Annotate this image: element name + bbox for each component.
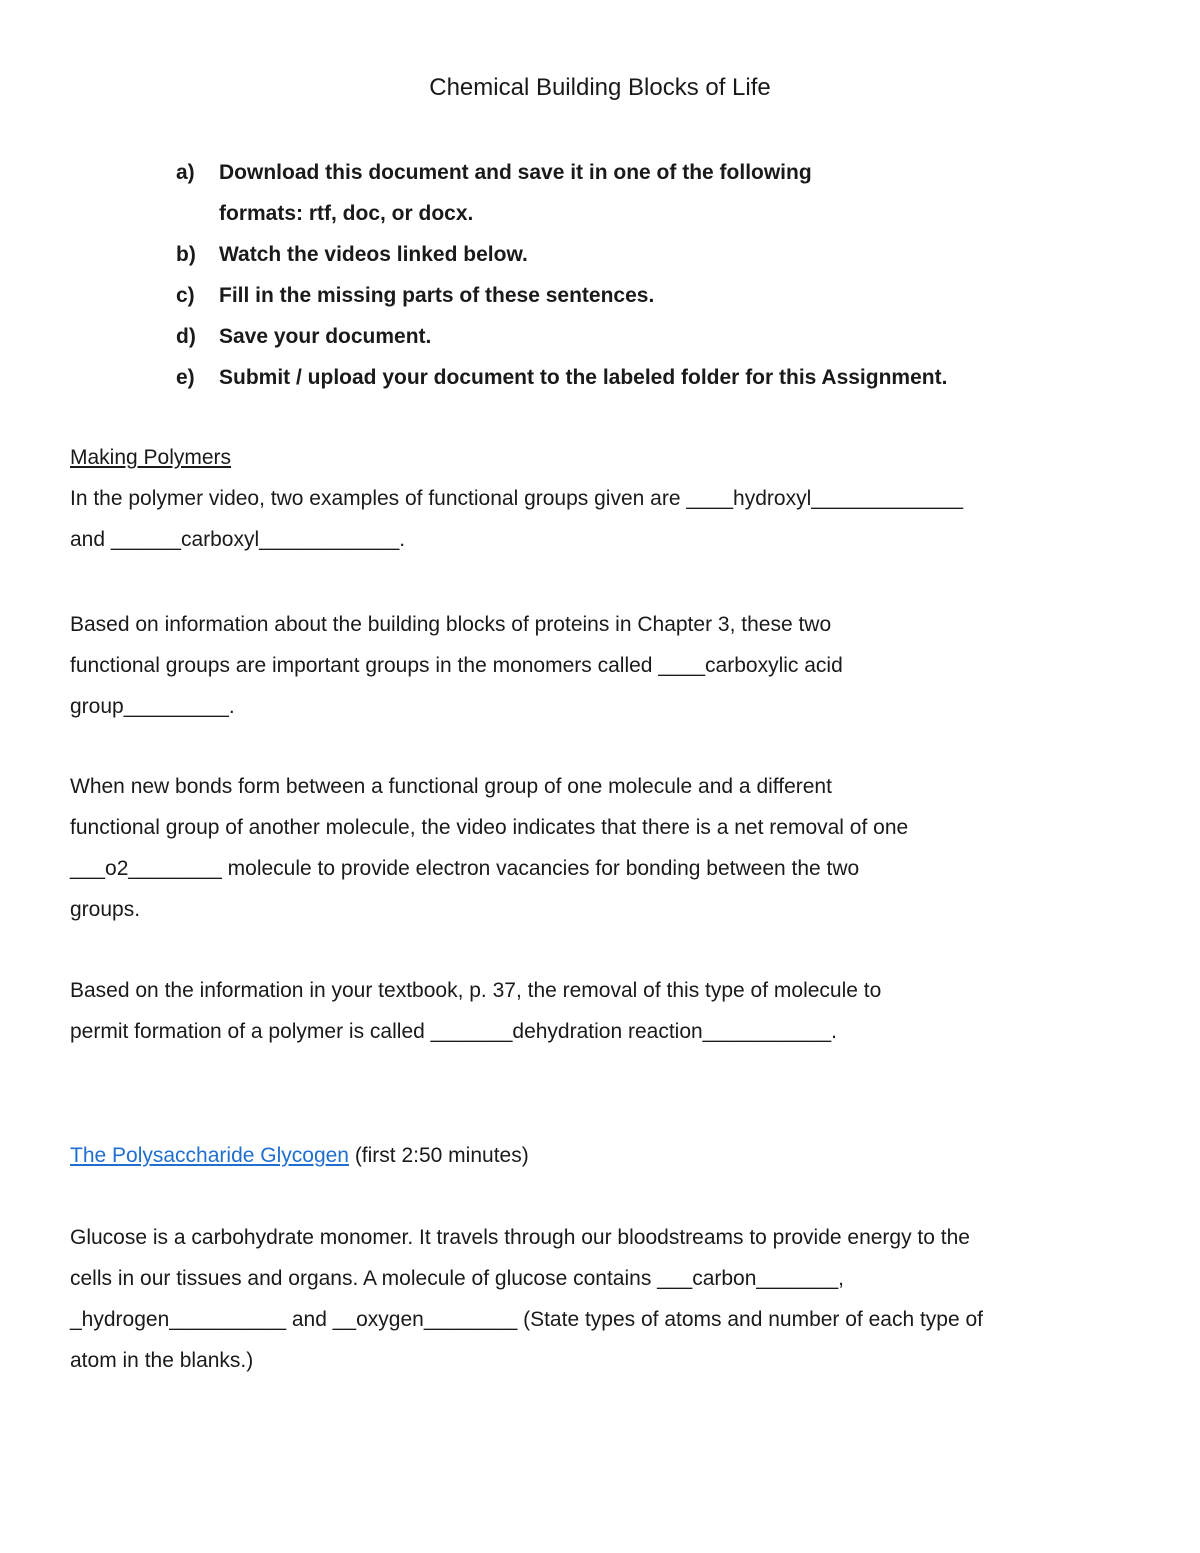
proteins-line-3: group_________. [70, 695, 235, 718]
document-title: Chemical Building Blocks of Life [429, 74, 771, 101]
bonds-line-4: groups. [70, 898, 141, 921]
instruction-text: Submit / upload your document to the labeled folder for this Assignment. [219, 366, 948, 389]
instruction-list [176, 152, 1076, 398]
bonds-line-2: functional group of another molecule, the video indicates that there is a net removal of one [70, 816, 909, 839]
instruction-text: Download this document and save it in one of the following [219, 161, 812, 184]
instruction-marker: c) [176, 284, 195, 307]
textbook-line-2: permit formation of a polymer is called _______dehydration reaction___________. [70, 1020, 837, 1043]
textbook-paragraph [70, 970, 1130, 1052]
instruction-marker: a) [176, 161, 195, 184]
bonds-paragraph [70, 766, 1130, 930]
glucose-line-1: Glucose is a carbohydrate monomer. It travels through our bloodstreams to provide energy to the [70, 1226, 970, 1249]
proteins-line-2: functional groups are important groups in the monomers called ____carboxylic acid [70, 654, 843, 677]
polymer-paragraph-1-line-1: In the polymer video, two examples of functional groups given are ____hydroxyl_____________ [70, 487, 964, 510]
instruction-item [176, 234, 1076, 275]
bonds-line-1: When new bonds form between a functional group of one molecule and a different [70, 775, 832, 798]
glucose-paragraph [70, 1217, 1130, 1381]
instruction-text: Watch the videos linked below. [219, 243, 528, 266]
instruction-text: formats: rtf, doc, or docx. [219, 202, 474, 225]
making-polymers-section [70, 437, 1130, 560]
proteins-paragraph [70, 604, 1130, 727]
instruction-item [176, 357, 1076, 398]
textbook-line-1: Based on the information in your textbook, p. 37, the removal of this type of molecule to [70, 979, 882, 1002]
glucose-line-2: cells in our tissues and organs. A molecule of glucose contains ___carbon_______, [70, 1267, 845, 1290]
instruction-marker: e) [176, 366, 195, 389]
glucose-line-3: _hydrogen__________ and __oxygen________ (State types of atoms and number of each type of [70, 1308, 984, 1331]
section-heading-making-polymers: Making Polymers [70, 446, 232, 469]
glucose-line-4: atom in the blanks.) [70, 1349, 254, 1372]
instruction-text: Save your document. [219, 325, 432, 348]
instruction-item [176, 316, 1076, 357]
instruction-marker: b) [176, 243, 196, 266]
instruction-item [176, 193, 1076, 234]
instruction-item [176, 152, 1076, 193]
glycogen-link-suffix: (first 2:50 minutes) [348, 1144, 529, 1167]
instruction-marker: d) [176, 325, 196, 348]
bonds-line-3: ___o2________ molecule to provide electron vacancies for bonding between the two [70, 857, 860, 880]
glycogen-video-link[interactable]: The Polysaccharide Glycogen [70, 1144, 349, 1167]
instruction-item [176, 275, 1076, 316]
instruction-text: Fill in the missing parts of these sentences. [219, 284, 655, 307]
polymer-paragraph-1-line-2: and ______carboxyl____________. [70, 528, 406, 551]
glycogen-heading-line [70, 1135, 1130, 1176]
proteins-line-1: Based on information about the building blocks of proteins in Chapter 3, these two [70, 613, 832, 636]
